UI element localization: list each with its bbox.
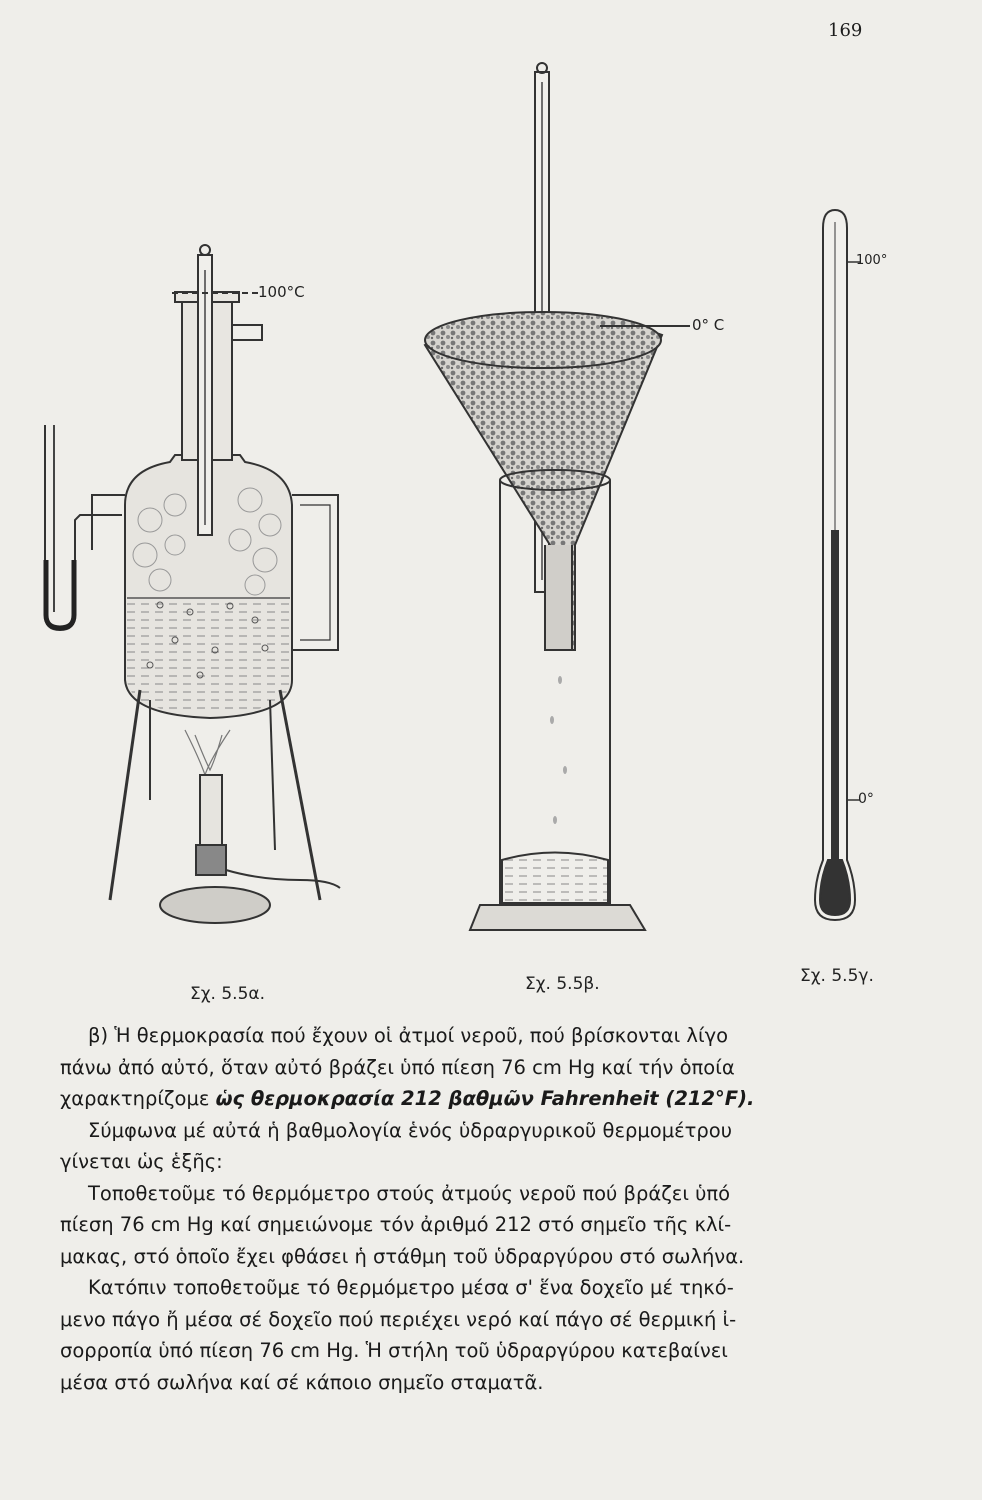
figure-c-thermometer	[815, 210, 860, 920]
paragraph-2-line-2: γίνεται ὡς ἑξῆς:	[60, 1150, 223, 1173]
paragraph-2-line-1: Σύμφωνα μέ αὐτά ἡ βαθμολογία ἑνός ὑδραργυρικοῦ θερμομέτρου	[88, 1118, 733, 1142]
paragraph-1-line-2: πάνω ἀπό αὐτό, ὅταν αὐτό βράζει ὑπό πίεση 76 cm Hg καί τήν ὁποία	[60, 1055, 735, 1079]
paragraph-1-line-3-emphasis: ὡς θερμοκρασία 212 βαθμῶν Fahrenheit (212°F).	[215, 1087, 755, 1110]
figure-a-apparatus	[45, 245, 340, 923]
paragraph-4-line-2: μενο πάγο ἤ μέσα σέ δοχεῖο πού περιέχει νερό καί πάγο σέ θερμική ἰ-	[60, 1307, 737, 1331]
paragraph-1-line-1: β) Ἡ θερμοκρασία πού ἔχουν οἱ ἀτμοί νεροῦ, πού βρίσκονται λίγο	[88, 1024, 729, 1047]
paragraph-1-line-3-plain: χαρακτηρίζομε	[60, 1087, 216, 1110]
page-number: 169	[828, 20, 863, 41]
figure-a-caption: Σχ. 5.5α.	[190, 984, 266, 1004]
figure-c-bottom-label: 0°	[858, 791, 874, 807]
figure-c-top-label: 100°	[856, 253, 888, 268]
figure-a-temp-label: 100°C	[258, 283, 305, 301]
paragraph-4-line-1: Κατόπιν τοποθετοῦμε τό θερμόμετρο μέσα σ' ἕνα δοχεῖο μέ τηκό-	[88, 1276, 734, 1299]
body-text	[60, 1020, 890, 1398]
paragraph-1-line-3	[60, 1083, 890, 1115]
paragraph-4-line-4: μέσα στό σωλήνα καί σέ κάποιο σημεῖο σταματᾶ.	[60, 1370, 544, 1394]
paragraph-3-line-3: μακας, στό ὁποῖο ἔχει φθάσει ἡ στάθμη τοῦ ὑδραργύρου στό σωλήνα.	[60, 1244, 745, 1268]
paragraph-3-line-2: πίεση 76 cm Hg καί σημειώνομε τόν ἀριθμό 212 στό σημεῖο τῆς κλί-	[60, 1213, 732, 1236]
paragraph-4-line-3: σορροπία ὑπό πίεση 76 cm Hg. Ἡ στήλη τοῦ ὑδραργύρου κατεβαίνει	[60, 1339, 728, 1362]
figure-b-funnel	[425, 63, 690, 930]
figure-b-caption: Σχ. 5.5β.	[525, 974, 600, 994]
figure-c-caption: Σχ. 5.5γ.	[800, 966, 874, 986]
figure-b-temp-label: 0° C	[692, 316, 725, 334]
paragraph-3-line-1: Τοποθετοῦμε τό θερμόμετρο στούς ἀτμούς νεροῦ πού βράζει ὑπό	[88, 1181, 731, 1205]
